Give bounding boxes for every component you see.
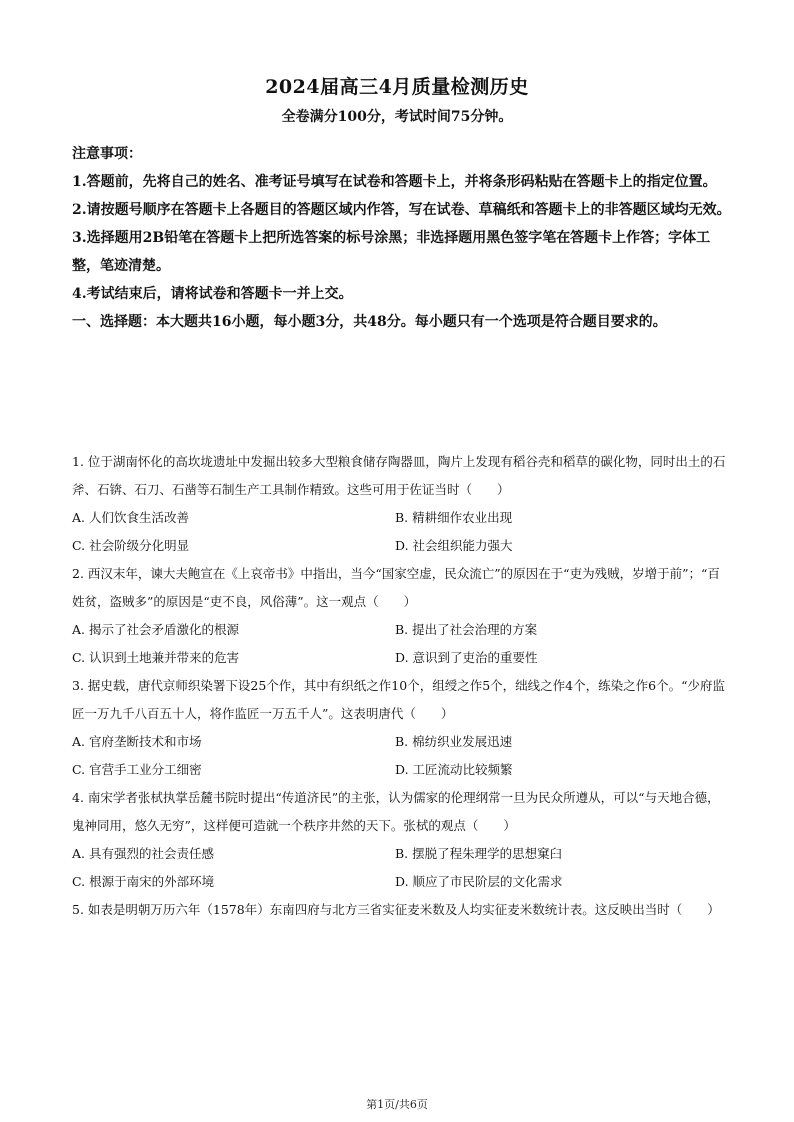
option-d: D. 意识到了吏治的重要性	[395, 650, 538, 665]
question-4	[72, 784, 732, 896]
notes-section	[72, 140, 732, 336]
note-item-1: 1.答题前，先将自己的姓名、准考证号填写在试卷和答题卡上，并将条形码粘贴在答题卡上的指定位置。	[72, 174, 717, 190]
question-2	[72, 560, 732, 672]
option-a: A. 人们饮食生活改善	[72, 510, 189, 525]
option-a: A. 具有强烈的社会责任感	[72, 846, 214, 861]
option-d: D. 工匠流动比较频繁	[395, 762, 513, 777]
note-item-3: 3.选择题用2B铅笔在答题卡上把所选答案的标号涂黑；非选择题用黑色签字笔在答题卡上作答；字体工整，笔迹清楚。	[72, 230, 711, 274]
note-item-4: 4.考试结束后，请将试卷和答题卡一并上交。	[72, 286, 353, 302]
question-stem: 3. 据史载，唐代京师织染署下设25个作，其中有织纸之作10个，组绶之作5个，绌线之作4个，练染之作6个。“少府监匠一万九千八百五十人，将作监匠一万五千人”。这表明唐代（ ）	[72, 678, 725, 721]
notes-heading: 注意事项：	[72, 146, 142, 162]
option-b: B. 棉纺织业发展迅速	[395, 734, 513, 749]
section-heading: 一、选择题：本大题共16小题，每小题3分，共48分。每小题只有一个选项是符合题目要求的。	[72, 314, 667, 330]
option-c: C. 根源于南宋的外部环境	[72, 874, 215, 889]
question-5	[72, 896, 732, 924]
option-c: C. 社会阶级分化明显	[72, 538, 190, 553]
option-c: C. 官营手工业分工细密	[72, 762, 202, 777]
question-1	[72, 448, 732, 560]
options	[72, 504, 732, 560]
option-b: B. 摆脱了程朱理学的思想窠臼	[395, 846, 563, 861]
options	[72, 840, 732, 896]
options	[72, 728, 732, 784]
option-a: A. 官府垄断技术和市场	[72, 734, 202, 749]
question-stem: 4. 南宋学者张栻执掌岳麓书院时提出“传道济民”的主张，认为儒家的伦理纲常一旦为民众所遵从，可以“与天地合德，鬼神同用，悠久无穷”，这样便可造就一个秩序井然的天下。张栻的观点（ ）	[72, 790, 720, 833]
page-number: 第1页/共6页	[366, 1098, 428, 1111]
option-d: D. 顺应了市民阶层的文化需求	[395, 874, 563, 889]
exam-subtitle: 全卷满分100分，考试时间75分钟。	[281, 109, 513, 125]
option-b: B. 提出了社会治理的方案	[395, 622, 538, 637]
question-stem: 1. 位于湖南怀化的高坎垅遗址中发掘出较多大型粮食储存陶器皿，陶片上发现有稻谷壳和稻草的碳化物，同时出土的石斧、石锛、石刀、石凿等石制生产工具制作精致。这些可用于佐证当时（ ）	[72, 454, 726, 497]
option-b: B. 精耕细作农业出现	[395, 510, 513, 525]
questions-list	[72, 448, 732, 924]
option-d: D. 社会组织能力强大	[395, 538, 513, 553]
option-a: A. 揭示了社会矛盾激化的根源	[72, 622, 239, 637]
question-stem: 5. 如表是明朝万历六年（1578年）东南四府与北方三省实征麦米数及人均实征麦米数统计表。这反映出当时（ ）	[72, 902, 720, 917]
exam-title: 2024届高三4月质量检测历史	[265, 76, 529, 98]
question-3	[72, 672, 732, 784]
options	[72, 616, 732, 672]
option-c: C. 认识到土地兼并带来的危害	[72, 650, 240, 665]
note-item-2: 2.请按题号顺序在答题卡上各题目的答题区域内作答，写在试卷、草稿纸和答题卡上的非答题区域均无效。	[72, 202, 731, 218]
question-stem: 2. 西汉末年，谏大夫鲍宣在《上哀帝书》中指出，当今“国家空虚，民众流亡”的原因在于“吏为残贼，岁增于前”；“百姓贫，盗贼多”的原因是“吏不良，风俗薄”。这一观点（ ）	[72, 566, 720, 609]
